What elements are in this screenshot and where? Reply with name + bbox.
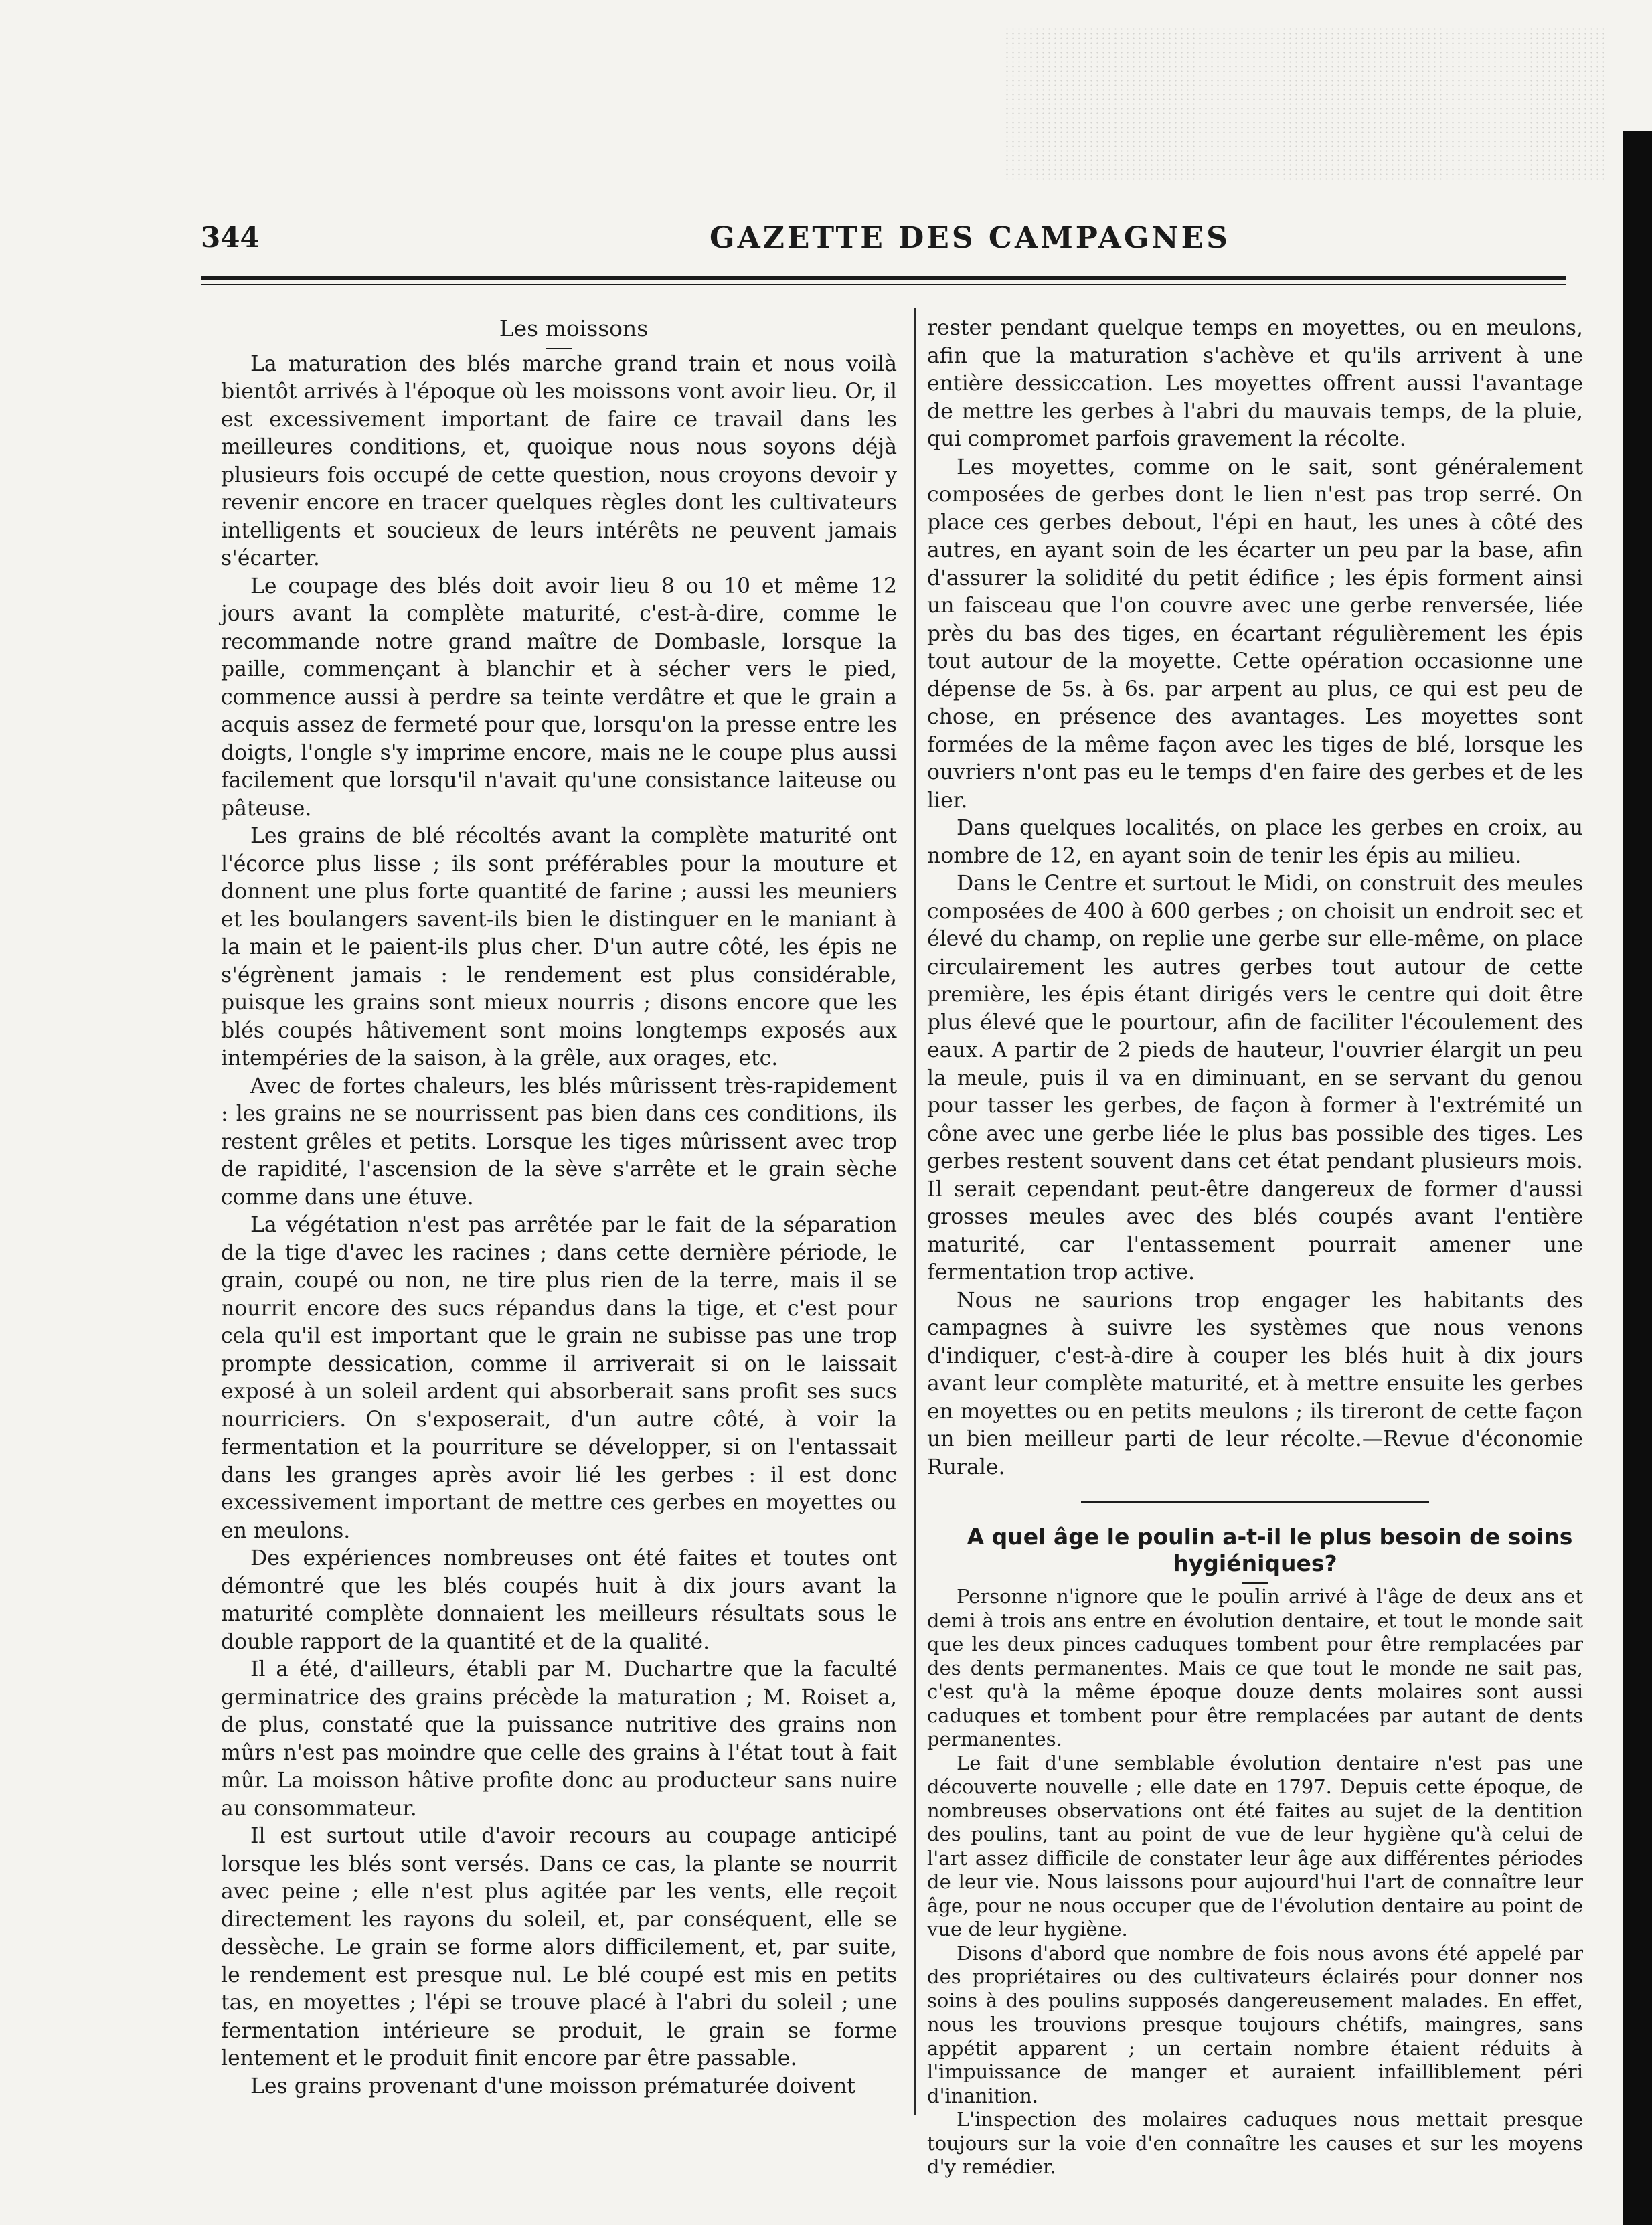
column-divider [914, 308, 916, 2115]
article-title-poulin: A quel âge le poulin a-t-il le plus besoin de soins hygiéniques? [967, 1523, 1573, 1576]
paragraph: Il est surtout utile d'avoir recours au coupage anticipé lorsque les blés sont versés. Dans ce cas, la plante se nourrit avec peine ; elle n'est plus agitée par les vents, elle reçoit directement les rayons du soleil, et, par conséquent, elle se dessèche. Le grain se forme alors difficilement, et, par suite, le rendement est presque nul. Le blé coupé est mis en petits tas, en moyettes ; l'épi se trouve placé à l'abri du soleil ; une fermentation intérieure se produit, le grain se forme lentement et le produit finit encore par être passable. [221, 1824, 897, 2070]
header-rule-thick [201, 276, 1566, 280]
paragraph: Dans quelques localités, on place les gerbes en croix, au nombre de 12, en ayant soin de tenir les épis au milieu. [927, 816, 1583, 868]
paragraph: Dans le Centre et surtout le Midi, on construit des meules composées de 400 à 600 gerbes ; on choisit un endroit sec et élevé du champ, on replie une gerbe sur elle-même, on place circulairement les autres gerbes tout autour de cette première, les épis étant dirigés vers le centre qui doit être plus élevé que le pourtour, afin de faciliter l'écoulement des eaux. A partir de 2 pieds de hauteur, l'ouvrier élargit un peu la meule, puis il va en diminuant, en se servant du genou pour tasser les gerbes, de façon à former à l'extrémité un cône avec une gerbe liée le plus bas possible des tiges. Les gerbes restent souvent dans cet état pendant plusieurs mois. Il serait cependant peut-être dangereux de former d'aussi grosses meules avec des blés coupés avant l'entière maturité, car l'entassement pourrait amener une fermentation trop active. [927, 872, 1583, 1285]
paragraph: La végétation n'est pas arrêtée par le fait de la séparation de la tige d'avec les racines ; dans cette dernière période, le grain, coupé ou non, ne tire plus rien de la terre, mais il se nourrit encore des sucs répandus dans la tige, et c'est pour cela qu'il est important que le grain ne subisse pas une trop prompte dessication, comme il arriverait si on le laissait exposé à un soleil ardent qui absorberait sans profit ses sucs nourriciers. On s'exposerait, d'un autre côté, à voir la fermentation et la pourriture se développer, si on l'entassait dans les granges après avoir lié les gerbes : il est donc excessivement important de mettre ces gerbes en moyettes ou en meulons. [221, 1213, 897, 1543]
paragraph: Il a été, d'ailleurs, établi par M. Duchartre que la faculté germinatrice des grains précède la maturation ; M. Roiset a, de plus, constaté que la puissance nutritive des grains non mûrs n'est pas moindre que celle des grains à l'état tout à fait mûr. La moisson hâtive profite donc au producteur sans nuire au consommateur. [221, 1657, 897, 1821]
scan-noise [1004, 27, 1606, 181]
paragraph: Personne n'ignore que le poulin arrivé à l'âge de deux ans et demi à trois ans entre en évolution dentaire, et tout le monde sait que les deux pinces caduques tombent pour être remplacées par des dents permanentes. Mais ce que tout le monde ne sait pas, c'est qu'à la même époque douze dents molaires sont aussi caduques et tombent pour être remplacées par autant de dents permanentes. [927, 1585, 1583, 1750]
running-title: GAZETTE DES CAMPAGNES [710, 221, 1230, 255]
paragraph: Les grains de blé récoltés avant la complète maturité ont l'écorce plus lisse ; ils sont préférables pour la mouture et donnent une plus forte quantité de farine ; aussi les meuniers et les boulangers savent-ils bien le distinguer en le maniant à la main et le paient-ils plus cher. D'un autre côté, les épis ne s'égrènent jamais : le rendement est plus considérable, puisque les grains sont mieux nourris ; disons encore que les blés coupés hâtivement sont moins longtemps exposés aux intempéries de la saison, à la grêle, aux orages, etc. [221, 824, 897, 1070]
paragraph: rester pendant quelque temps en moyettes, ou en meulons, afin que la maturation s'achève et qu'ils arrivent à une entière dessiccation. Les moyettes offrent aussi l'avantage de mettre les gerbes à l'abri du mauvais temps, de la pluie, qui compromet parfois gravement la récolte. [927, 316, 1583, 451]
title-dash [927, 1570, 1583, 1584]
paragraph: Des expériences nombreuses ont été faites et toutes ont démontré que les blés coupés huit à dix jours avant la maturité complète donnaient les meilleurs résultats sous le double rapport de la quantité et de la qualité. [221, 1546, 897, 1654]
paragraph: L'inspection des molaires caduques nous mettait presque toujours sur la voie d'en connaître les causes et sur les moyens d'y remédier. [927, 2108, 1583, 2178]
paragraph: Disons d'abord que nombre de fois nous avons été appelé par des propriétaires ou des cultivateurs éclairés pour donner nos soins à des poulins supposés dangereusement malades. En effet, nous les trouvions presque toujours chétifs, maingres, sans appétit apparent ; un certain nombre étaient réduits à l'impuissance de manger et auraient infailliblement péri d'inanition. [927, 1941, 1583, 2107]
article-poulin-body [927, 1585, 1583, 2179]
paragraph: Nous ne saurions trop engager les habitants des campagnes à suivre les systèmes que nous venons d'indiquer, c'est-à-dire à couper les blés huit à dix jours avant leur complète maturité, et à mettre ensuite les gerbes en moyettes ou en petits meulons ; ils tireront de cette façon un bien meilleur parti de leur récolte.—Revue d'économie Rurale. [927, 1288, 1583, 1479]
paragraph: Le fait d'une semblable évolution dentaire n'est pas une découverte nouvelle ; elle date en 1797. Depuis cette époque, de nombreuses observations ont été faites au sujet de la dentition des poulins, tant au point de vue de leur hygiène qu'à celui de l'art assez difficile de constater leur âge aux différentes périodes de leur vie. Nous laissons pour aujourd'hui l'art de connaître leur âge, pour ne nous occuper que de l'évolution dentaire au point de vue de leur hygiène. [927, 1751, 1583, 1941]
paragraph: La maturation des blés marche grand train et nous voilà bientôt arrivés à l'époque où les moissons vont avoir lieu. Or, il est excessivement important de faire ce travail dans les meilleures conditions, et, quoique nous nous soyons déjà plusieurs fois occupé de cette question, nous croyons devoir y revenir encore en tracer quelques règles dont les cultivateurs intelligents et soucieux de leurs intérêts ne peuvent jamais s'écarter. [221, 351, 897, 570]
header-rule-thin [201, 284, 1566, 285]
paragraph: Avec de fortes chaleurs, les blés mûrissent très-rapidement : les grains ne se nourrissent pas bien dans ces conditions, ils restent grêles et petits. Lorsque les tiges mûrissent avec trop de rapidité, l'ascension de la sève s'arrête et le grain sèche comme dans une étuve. [221, 1074, 897, 1210]
article-separator [1081, 1501, 1429, 1503]
paragraph: Le coupage des blés doit avoir lieu 8 ou 10 et même 12 jours avant la complète maturité, c'est-à-dire, comme le recommande notre grand maître de Dombasle, lorsque la paille, commençant à blanchir et à sécher vers le pied, commence aussi à perdre sa teinte verdâtre et que le grain a acquis assez de fermeté pour que, lorsqu'on la presse entre les doigts, l'ongle s'y imprime encore, mais ne le coupe plus aussi facilement que lorsqu'il n'avait qu'une consistance laiteuse ou pâteuse. [221, 574, 897, 821]
paragraph: Les moyettes, comme on le sait, sont généralement composées de gerbes dont le lien n'est pas trop serré. On place ces gerbes debout, l'épi en haut, les unes à côté des autres, en ayant soin de les écarter un peu par la base, afin d'assurer la solidité du petit édifice ; les épis forment ainsi un faisceau que l'on couvre avec une gerbe renversée, liée près du bas des tiges, en écartant régulièrement les épis tout autour de la moyette. Cette opération occasionne une dépense de 5s. à 6s. par arpent au plus, ce qui est peu de chose, en présence des avantages. Les moyettes sont formées de la même façon avec les tiges de blé, lorsque les ouvriers n'ont pas eu le temps d'en faire des gerbes et de les lier. [927, 455, 1583, 813]
page-number: 344 [201, 221, 260, 254]
title-dash [221, 336, 897, 349]
scan-edge-bar [1623, 131, 1652, 2225]
left-column [221, 315, 897, 2100]
right-column [927, 315, 1583, 2179]
page-header [201, 221, 1566, 268]
paragraph: Les grains provenant d'une moisson prématurée doivent [250, 2074, 855, 2098]
article-title-moissons: Les moissons [499, 315, 649, 341]
